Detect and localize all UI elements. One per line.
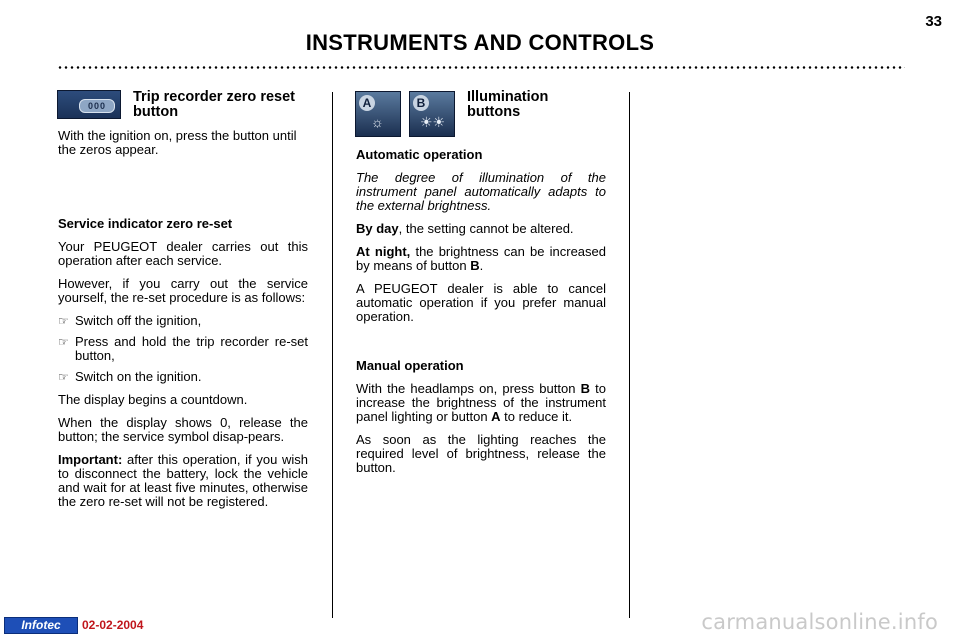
illumination-title: Illumination buttons — [467, 89, 549, 120]
left-column — [58, 129, 308, 518]
dim-sun-icon: ☼ — [371, 114, 384, 130]
trip-reset-button-icon — [57, 90, 121, 119]
column-divider-left — [332, 92, 333, 618]
service-heading: Service indicator zero re-set — [58, 216, 233, 231]
at-night-text: At night, the brightness can be increased by means of button B. — [356, 244, 606, 273]
manual-description: With the headlamps on, press button B to increase the brightness of the instrument panel lighting or button A to reduce it. — [356, 381, 606, 424]
right-column — [356, 148, 606, 484]
trip-reset-title: Trip recorder zero reset button — [133, 89, 295, 120]
dotted-divider — [57, 66, 905, 69]
automatic-heading: Automatic operation — [356, 147, 483, 162]
pointing-hand-icon: ☞ — [58, 314, 69, 328]
pointing-hand-icon: ☞ — [58, 335, 69, 349]
automatic-description: The degree of illumination of the instrument panel automatically adapts to the external brightness. — [356, 170, 606, 213]
pointing-hand-icon: ☞ — [58, 370, 69, 384]
document-date: 02-02-2004 — [82, 618, 144, 632]
site-watermark[interactable]: carmanualsonline.info — [701, 610, 938, 634]
page-number: 33 — [925, 13, 942, 30]
release-text: As soon as the lighting reaches the required level of brightness, release the button. — [356, 432, 606, 475]
manual-heading: Manual operation — [356, 358, 464, 373]
trip-intro: With the ignition on, press the button until the zeros appear. — [58, 128, 297, 157]
column-divider-right — [629, 92, 630, 618]
bullet-item: ☞ Switch off the ignition, — [58, 313, 202, 328]
service-para-4: When the display shows 0, release the button; the service symbol disap-pears. — [58, 415, 308, 444]
bullet-item: ☞ Switch on the ignition. — [58, 369, 202, 384]
by-day-text: By day, the setting cannot be altered. — [356, 221, 574, 236]
dealer-text: A PEUGEOT dealer is able to cancel automatic operation if you prefer manual operation. — [356, 281, 606, 324]
infotec-logo: Infotec — [4, 617, 78, 634]
bullet-item: ☞ Press and hold the trip recorder re-set button, — [58, 334, 308, 363]
service-para-3: The display begins a countdown. — [58, 392, 248, 407]
service-para-1: Your PEUGEOT dealer carries out this operation after each service. — [58, 239, 308, 268]
important-note: Important: after this operation, if you wish to disconnect the battery, lock the vehicle and wait for at least five minutes, otherwise the zero re-set will not be registered. — [58, 452, 308, 509]
trip-reset-pill: 000 — [79, 99, 115, 113]
illumination-button-a-icon: A ☼ — [355, 91, 401, 137]
service-para-2: However, if you carry out the service yourself, the re-set procedure is as follows: — [58, 276, 308, 305]
bright-sun-icon: ☀☀ — [420, 114, 446, 130]
page-title: INSTRUMENTS AND CONTROLS — [305, 30, 655, 55]
illumination-button-b-icon: B ☀☀ — [409, 91, 455, 137]
